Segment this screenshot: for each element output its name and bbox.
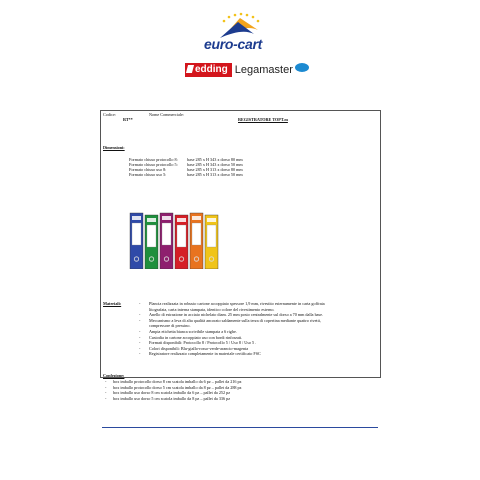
binder-spine (205, 215, 218, 269)
materiali-item: litografata, carta interna stampata, identico colore del rivestimento esterno. (149, 306, 275, 312)
binder-spine (190, 213, 203, 269)
bullet-dash: - (139, 301, 141, 306)
legamaster-badge-icon (295, 63, 309, 72)
bullet-dash: - (105, 384, 107, 390)
dimensioni-label: Formato chiuso uso 8: (129, 167, 167, 172)
materiali-item: Anello di estrazione in acciaio nichelato diam. 25 mm posto centralmente sul dorso a 70 mm dalla base. (149, 312, 324, 318)
bullet-dash: - (139, 317, 141, 323)
codice-label: Codice: (103, 112, 117, 117)
codice-value: RT** (123, 117, 133, 122)
bullet-dash: - (139, 340, 141, 346)
confezione-item: box imballo uso dorso 5 cm scatola imballo da 8 pz – pallet da 336 pz (113, 395, 231, 401)
eurocart-logo (196, 8, 276, 56)
materiali-item: Ampia etichetta bianca scrivibile stampata a 6 righe. (149, 329, 237, 334)
product-sheet (100, 110, 381, 401)
bullet-dash: - (139, 351, 141, 357)
dimensioni-value: base 285 x H 343 x dorso 50 mm (187, 162, 243, 167)
bullet-dash: - (105, 379, 107, 384)
bullet-dash: - (105, 390, 107, 396)
bullet-dash: - (139, 334, 141, 340)
binder-spine (130, 213, 143, 269)
dimensioni-value: base 285 x H 313 x dorso 80 mm (187, 167, 243, 172)
bullet-dash: - (105, 395, 107, 401)
dimensioni-heading: Dimensioni: (103, 145, 125, 150)
materiali-item: Meccanismo a leva di alta qualità ancorato saldamente sulla terza di copertina mediante quattro rivetti, (149, 317, 321, 323)
binder-spine (145, 215, 158, 269)
dimensioni-value: base 285 x H 343 x dorso 80 mm (187, 157, 243, 162)
eurocart-logo-text: euro-cart (204, 36, 262, 52)
materiali-item: compressore di pressino. (149, 323, 191, 329)
confezione-heading: Confezione: (103, 373, 125, 378)
confezione-item: box imballo protocollo dorso 8 cm scatola imballo da 6 pz – pallet da 216 pz (113, 379, 242, 384)
edding-mark-icon (186, 65, 194, 73)
binders-product-image (126, 209, 222, 269)
nome-commerciale-value: REGISTRATORE TOPT.m (238, 117, 288, 122)
dimensioni-value: base 285 x H 313 x dorso 50 mm (187, 172, 243, 177)
edding-badge (185, 63, 232, 77)
bullet-dash: - (139, 345, 141, 351)
dimensioni-label: Formato chiuso protocollo 5: (129, 162, 178, 167)
binder-spine (160, 213, 173, 269)
materiali-item: Colori disponibili: Blu-giallo-rosso-verde-arancio-magenta (149, 345, 249, 351)
materiali-item: Formati disponibili: Protocollo 8 / Protocollo 5 / Uso 8 / Uso 5 . (149, 340, 257, 346)
confezione-item: box imballo uso dorso 8 cm scatola imballo da 6 pz – pallet da 252 pz (113, 390, 231, 396)
eurocart-swoosh-icon (218, 12, 262, 38)
nome-commerciale-label: Nome Commerciale: (149, 112, 185, 117)
legamaster-logo-text: Legamaster (234, 64, 293, 76)
footer-divider (102, 427, 378, 428)
dimensioni-label: Formato chiuso protocollo 8: (129, 157, 178, 162)
materiali-heading: Materiali: (103, 301, 122, 306)
dimensioni-label: Formato chiuso uso 5: (129, 172, 167, 177)
materiali-item: Plancia realizzata in robusto cartone accoppiato spessore 1,9 mm, rivestito esternamente in carta goffrata (149, 301, 325, 306)
confezione-item: box imballo protocollo dorso 5 cm scatola imballo da 8 pz – pallet da 288 pz (113, 384, 242, 390)
edding-legamaster-logo (185, 62, 309, 78)
edding-logo-text: edding (195, 64, 228, 75)
bullet-dash: - (139, 312, 141, 318)
materiali-item: Registratore realizzato completamente in materiale certificato FSC (149, 351, 261, 357)
binder-spine (175, 215, 188, 269)
materiali-item: Custodia in cartone accoppiato uso con bordi rinforzati. (149, 334, 243, 340)
bullet-dash: - (139, 329, 141, 334)
